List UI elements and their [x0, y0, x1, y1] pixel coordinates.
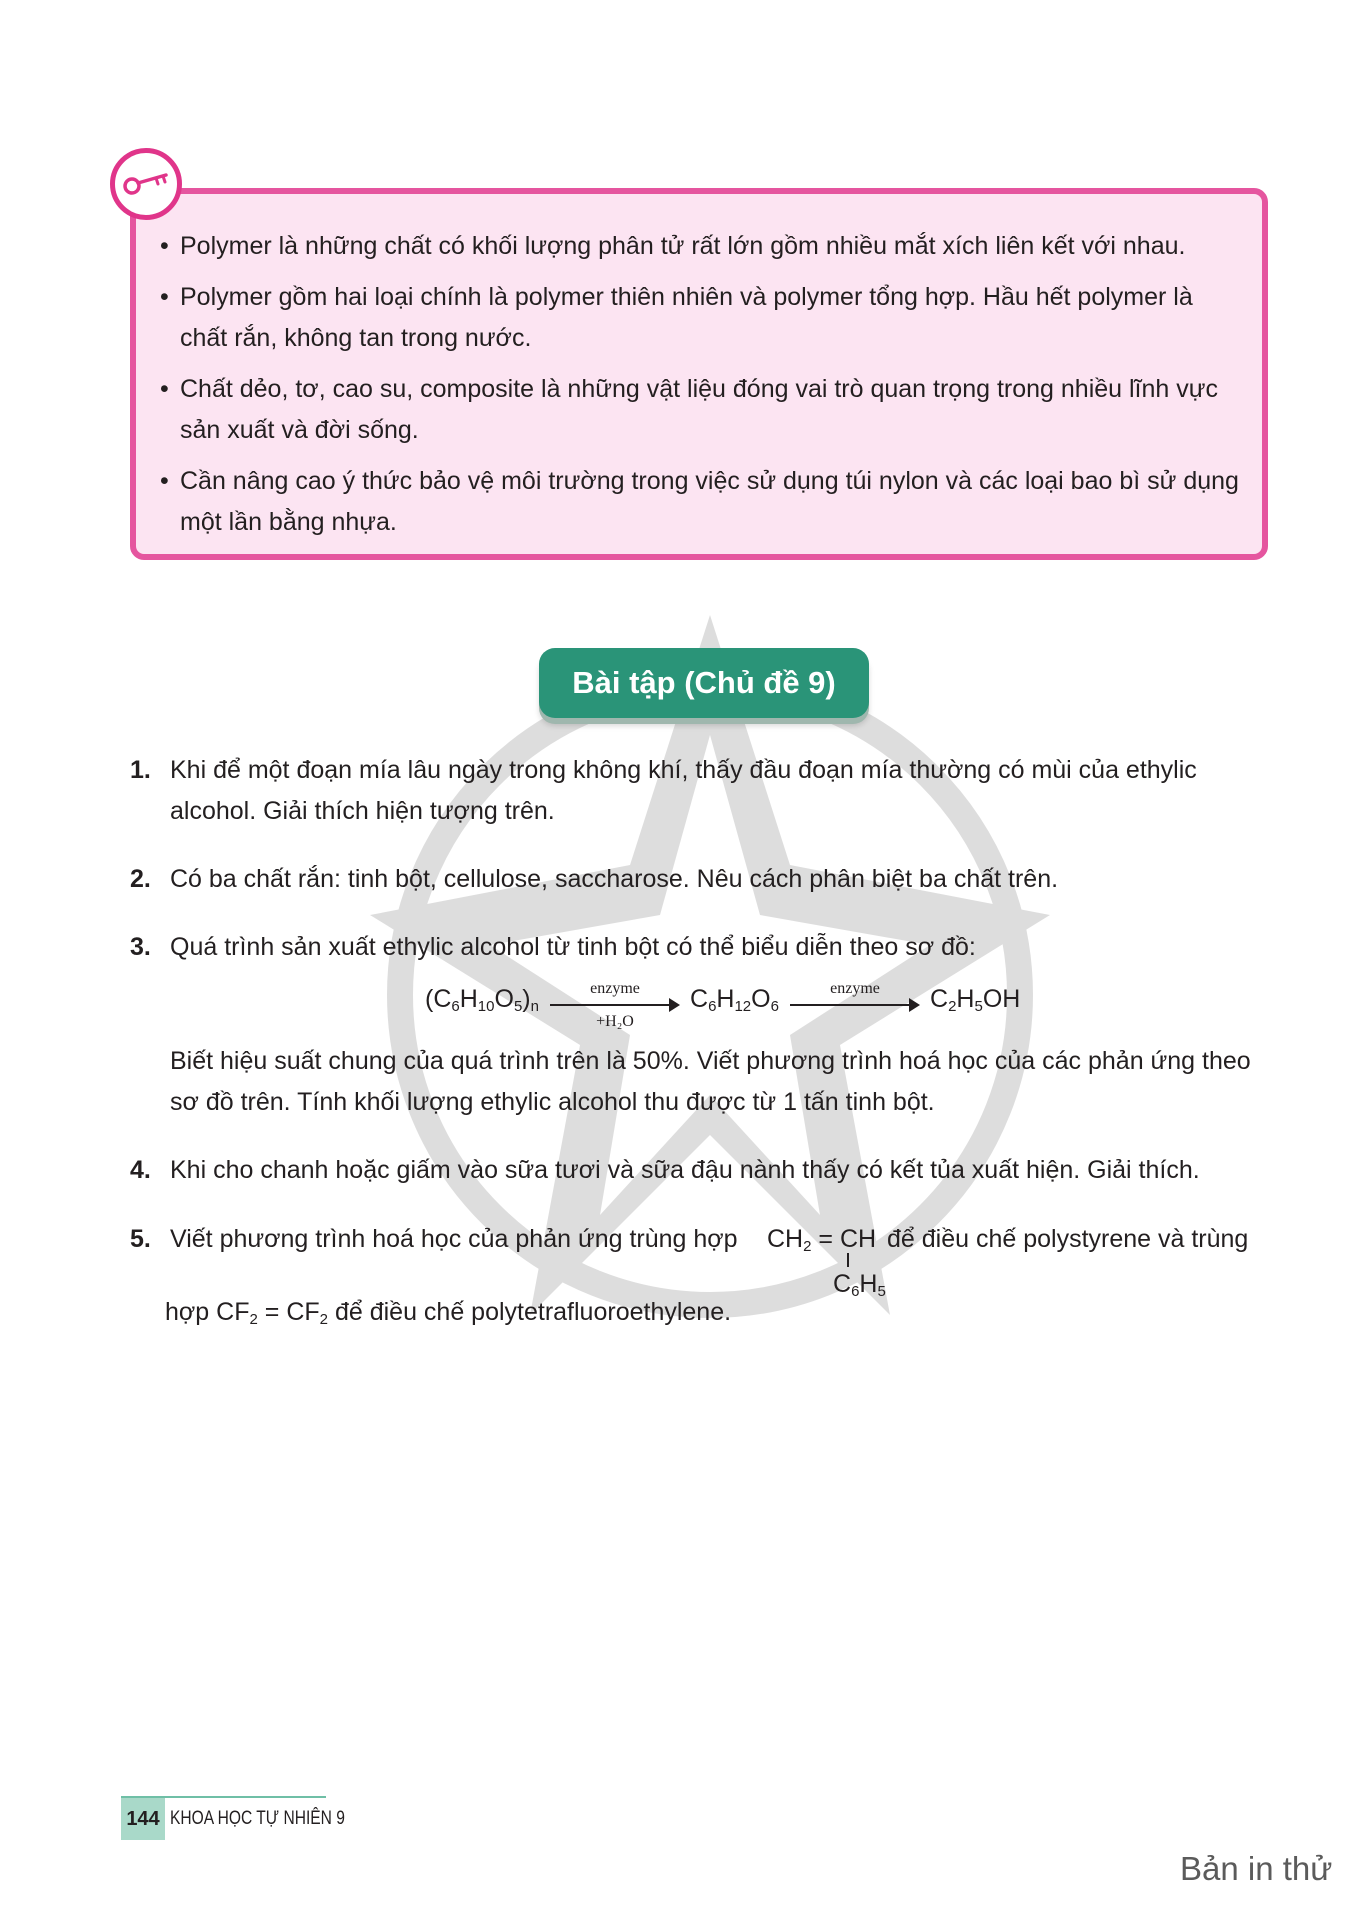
exercise-text: Biết hiệu suất chung của quá trình trên là 50%. Viết phương trình hoá học của các phản ứng theo sơ đồ trên. Tính khối lượng ethylic alcohol thu được từ 1 tấn tinh bột.: [170, 1047, 1251, 1116]
exercise-number: 3.: [130, 933, 151, 961]
exercise-2: [130, 859, 1270, 900]
exercise-text: Viết phương trình hoá học của phản ứng trùng hợp: [170, 1225, 738, 1253]
book-title: KHOA HỌC TỰ NHIÊN 9: [170, 1808, 345, 1829]
exercise-3: [130, 927, 1270, 968]
exercise-text: Quá trình sản xuất ethylic alcohol từ tinh bột có thể biểu diễn theo sơ đồ:: [170, 933, 976, 961]
formula-ethanol: $C_2H_5OH$: [930, 985, 1021, 1015]
summary-item: • Polymer là những chất có khối lượng phân tử rất lớn gồm nhiều mắt xích liên kết với nhau.: [160, 226, 1245, 267]
formula-styrene: $CH_2$ = CH: [767, 1225, 877, 1255]
exercise-text: Khi cho chanh hoặc giấm vào sữa tươi và sữa đậu nành thấy có kết tủa xuất hiện. Giải thích.: [170, 1156, 1200, 1184]
exercise-number: 5.: [130, 1225, 151, 1253]
exercise-text: hợp $CF_2 = CF_2$ để điều chế polytetrafluoroethylene.: [165, 1298, 732, 1328]
draft-stamp: Bản in thử: [1180, 1850, 1333, 1887]
arrow-label-top: enzyme: [830, 980, 880, 997]
reaction-scheme: [425, 980, 1045, 1040]
exercise-1: [130, 750, 1270, 832]
summary-item: • Cần nâng cao ý thức bảo vệ môi trường trong việc sử dụng túi nylon và các loại bao bì sử dụng một lần bằng nhựa.: [160, 461, 1245, 543]
formula-tetrafluoroethylene: $CF_2 = CF_2$: [216, 1298, 328, 1328]
exercise-5: [130, 1219, 1270, 1339]
summary-list: [160, 226, 1245, 553]
exercise-number: 1.: [130, 756, 151, 784]
formula-starch: $(C_6H_{10}O_5)_n$: [425, 985, 539, 1015]
section-title: Bài tập (Chủ đề 9): [539, 648, 869, 718]
key-badge: [110, 148, 182, 220]
reaction-arrow-2: [790, 980, 920, 1040]
summary-item: • Chất dẻo, tơ, cao su, composite là những vật liệu đóng vai trò quan trọng trong nhiều lĩnh vực sản xuất và đời sống.: [160, 369, 1245, 451]
exercise-number: 2.: [130, 865, 151, 893]
exercise-4: [130, 1150, 1270, 1191]
key-icon: [122, 169, 170, 199]
formula-phenyl: $C_6H_5$: [833, 1270, 886, 1300]
arrow-label-top: enzyme: [590, 980, 640, 997]
exercise-text: để điều chế polystyrene và trùng: [887, 1225, 1249, 1253]
reaction-arrow-1: [550, 980, 680, 1040]
summary-item: • Polymer gồm hai loại chính là polymer thiên nhiên và polymer tổng hợp. Hầu hết polymer là chất rắn, không tan trong nước.: [160, 277, 1245, 359]
arrow-label-bottom: +H₂O: [596, 1013, 634, 1030]
exercise-text: Khi để một đoạn mía lâu ngày trong không khí, thấy đầu đoạn mía thường có mùi của ethylic alcohol. Giải thích hiện tượng trên.: [170, 756, 1197, 825]
exercise-3-continued: [130, 1041, 1270, 1123]
exercise-text: Có ba chất rắn: tinh bột, cellulose, saccharose. Nêu cách phân biệt ba chất trên.: [170, 865, 1059, 893]
page-number: 144: [121, 1798, 165, 1840]
exercise-number: 4.: [130, 1156, 151, 1184]
formula-glucose: $C_6H_{12}O_6$: [690, 985, 779, 1015]
